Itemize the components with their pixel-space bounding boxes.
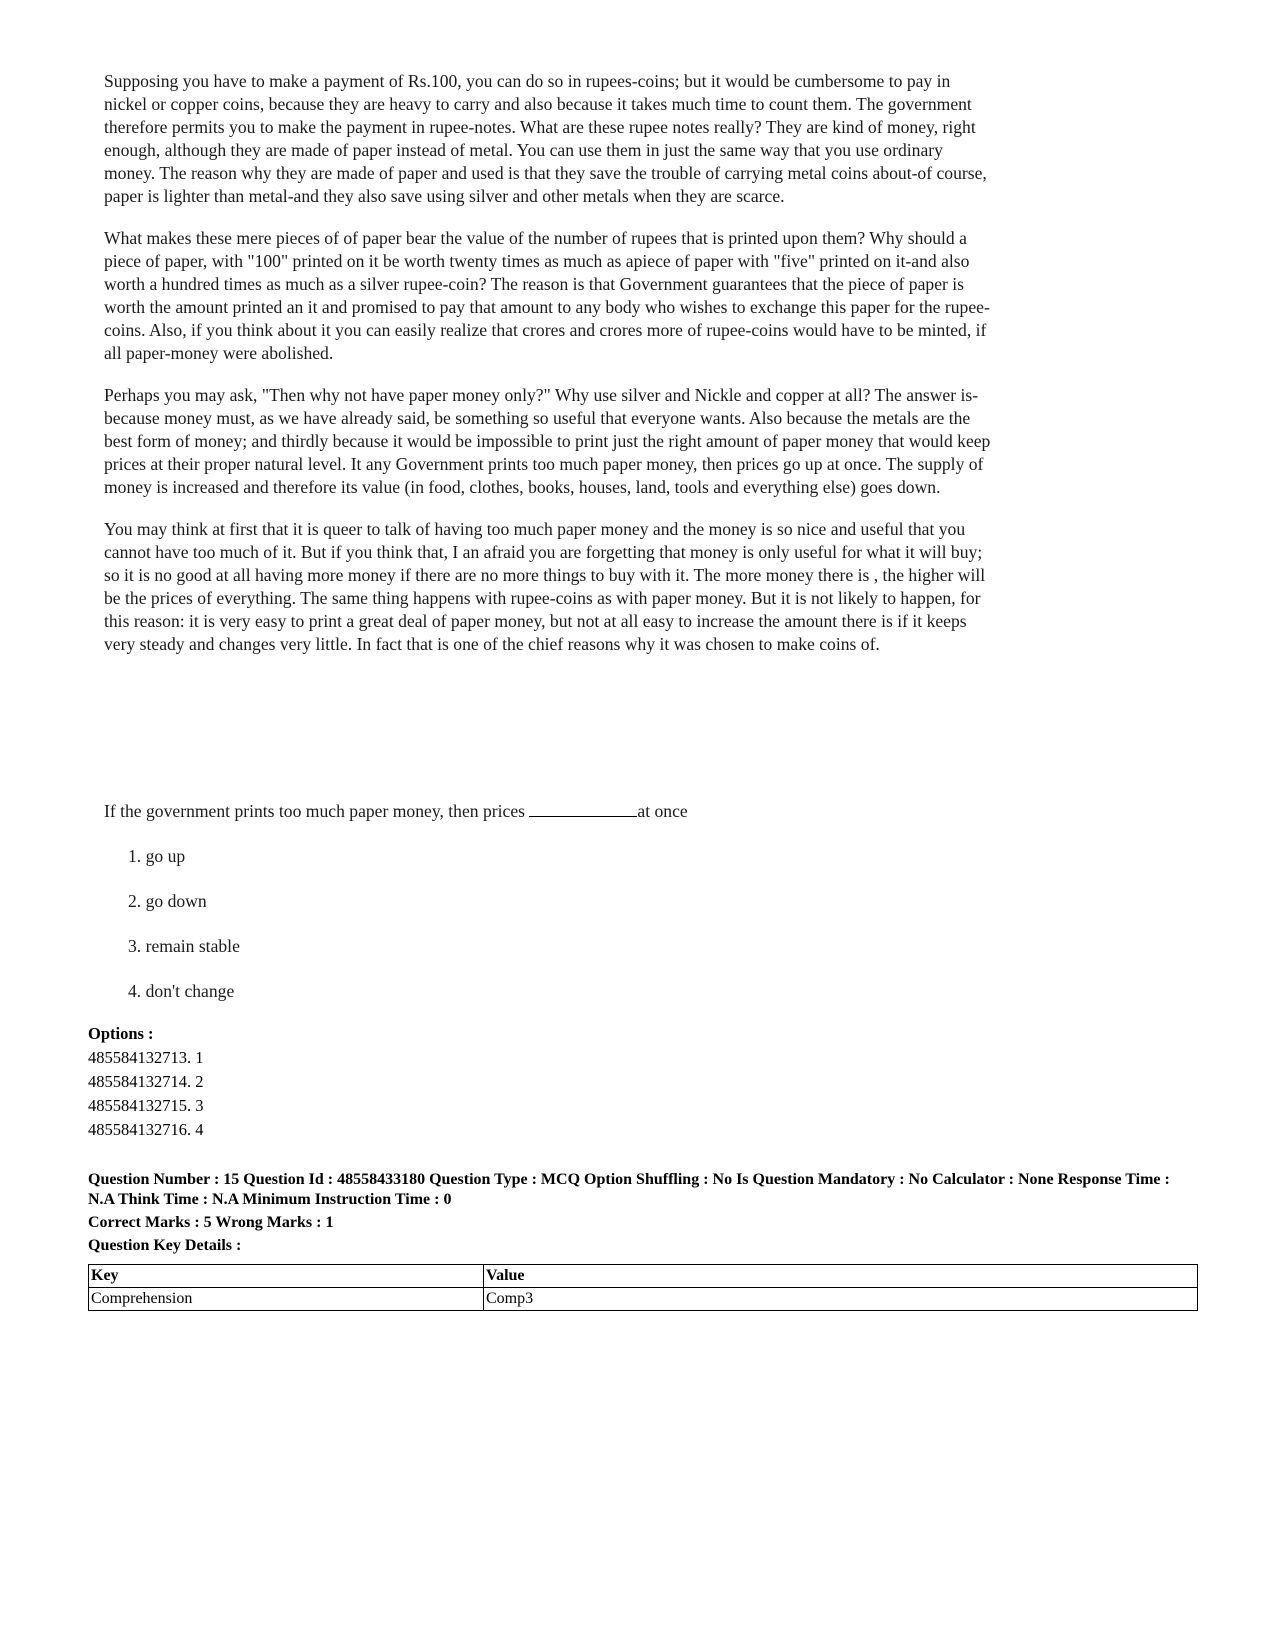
question-meta <box>88 1170 1198 1259</box>
question-meta-details: Question Number : 15 Question Id : 48558433180 Question Type : MCQ Option Shuffling : No Is Question Mandatory : No Calculator : None Response Time : N.A Think Time : N.A Minimum Instruction Time : 0 <box>88 1171 1170 1208</box>
table-header-key: Key <box>89 1265 484 1288</box>
option-id-item: 485584132714. 2 <box>88 1072 204 1091</box>
passage <box>104 70 994 675</box>
answer-choices <box>128 845 240 1025</box>
choice-item: 3. remain stable <box>128 936 240 956</box>
passage-paragraph-4: You may think at first that it is queer to talk of having too much paper money and the money is so nice and useful that you cannot have too much of it. But if you think that, I an afraid you are forgetting that money is only useful for what it will buy; so it is no good at all having more money if there are no more things to buy with it. The more money there is , the higher will be the prices of everything. The same thing happens with rupee-coins as with paper money. But it is not likely to happen, for this reason: it is very easy to print a great deal of paper money, but not at all easy to increase the amount there is if it keeps very steady and changes very little. In fact that is one of the chief reasons why it was chosen to make coins of. <box>104 519 986 654</box>
table-row <box>89 1288 1198 1311</box>
option-id-item: 485584132716. 4 <box>88 1120 204 1139</box>
table-header-row <box>89 1265 1198 1288</box>
choice-item: 2. go down <box>128 891 207 911</box>
question-text <box>104 800 688 823</box>
option-id-item: 485584132715. 3 <box>88 1096 204 1115</box>
question-blank <box>529 802 637 817</box>
passage-paragraph-2: What makes these mere pieces of of paper bear the value of the number of rupees that is printed upon them? Why should a piece of paper, with "100" printed on it be worth twenty times as much as apiece of paper with "five" printed on it-and also worth a hundred times as much as a silver rupee-coin? The reason is that Government guarantees that the piece of paper is worth the amount printed an it and promised to pay that amount to any body who wishes to exchange this paper for the rupee-coins. Also, if you think about it you can easily realize that crores and crores more of rupee-coins would have to be minted, if all paper-money were abolished. <box>104 228 990 363</box>
passage-paragraph-1: Supposing you have to make a payment of Rs.100, you can do so in rupees-coins; but it would be cumbersome to pay in nickel or copper coins, because they are heavy to carry and also because it takes much time to count them. The government therefore permits you to make the payment in rupee-notes. What are these rupee notes really? They are kind of money, right enough, although they are made of paper instead of metal. You can use them in just the same way that you use ordinary money. The reason why they are made of paper and used is that they save the trouble of carrying metal coins about-of course, paper is lighter than metal-and they also save using silver and other metals when they are scarce. <box>104 71 987 206</box>
options-block <box>88 1022 204 1142</box>
option-id-item: 485584132713. 1 <box>88 1048 204 1067</box>
question-key-details-label: Question Key Details : <box>88 1237 242 1254</box>
passage-paragraph-3: Perhaps you may ask, "Then why not have paper money only?" Why use silver and Nickle and copper at all? The answer is-because money must, as we have already said, be something so useful that everyone wants. Also because the metals are the best form of money; and thirdly because it would be impossible to print just the right amount of paper money that would keep prices at their proper natural level. It any Government prints too much paper money, then prices go up at once. The supply of money is increased and therefore its value (in food, clothes, books, houses, land, tools and everything else) goes down. <box>104 385 991 497</box>
choice-item: 1. go up <box>128 846 186 866</box>
table-header-value: Value <box>484 1265 1198 1288</box>
table-cell-value: Comp3 <box>484 1288 1198 1311</box>
options-title: Options : <box>88 1024 154 1043</box>
question-marks: Correct Marks : 5 Wrong Marks : 1 <box>88 1214 334 1231</box>
table-cell-key: Comprehension <box>89 1288 484 1311</box>
question-key-table <box>88 1264 1198 1311</box>
question-text-before: If the government prints too much paper money, then prices <box>104 801 530 821</box>
question-text-after: at once <box>637 801 688 821</box>
choice-item: 4. don't change <box>128 981 235 1001</box>
